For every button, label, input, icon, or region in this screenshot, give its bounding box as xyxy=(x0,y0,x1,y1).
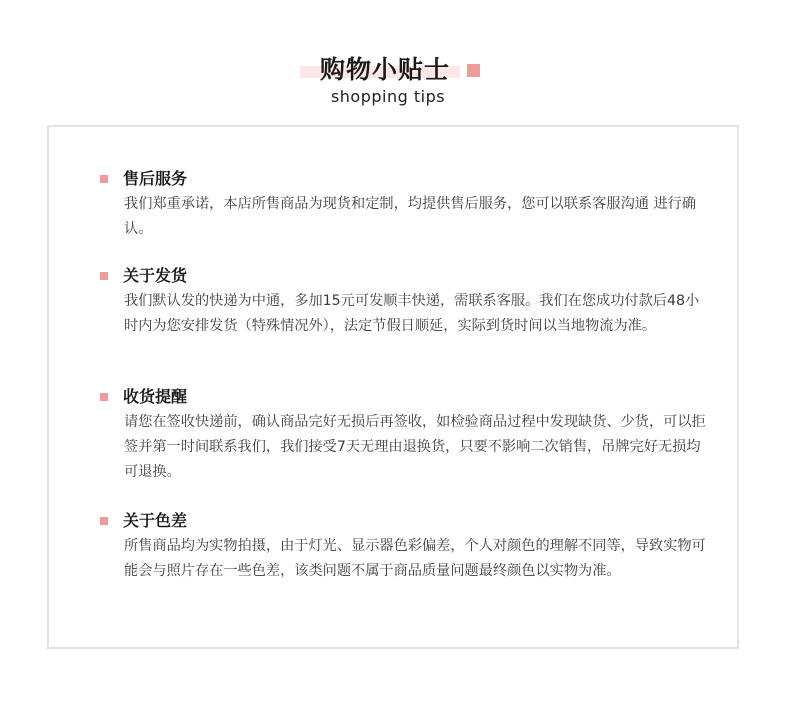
section-marker-icon xyxy=(100,393,108,401)
section-title: 关于发货 xyxy=(123,266,188,285)
section-title: 收货提醒 xyxy=(123,387,188,406)
page-subtitle: shopping tips xyxy=(330,87,446,106)
section-title: 售后服务 xyxy=(123,169,188,188)
page-header xyxy=(0,0,790,120)
section-body: 我们郑重承诺，本店所售商品为现货和定制，均提供售后服务，您可以联系客服沟通 进行确认。 xyxy=(124,196,697,237)
section-marker-icon xyxy=(100,175,108,183)
section-body: 所售商品均为实物拍摄，由于灯光、显示器色彩偏差，个人对颜色的理解不同等，导致实物可能会与照片存在一些色差，该类问题不属于商品质量问题最终颜色以实物为准。 xyxy=(124,538,706,579)
section-marker-icon xyxy=(100,272,108,280)
section-marker-icon xyxy=(100,517,108,525)
section-body: 我们默认发的快递为中通，多加15元可发顺丰快递，需联系客服。我们在您成功付款后48小时内为您安排发货（特殊情况外），法定节假日顺延，实际到货时间以当地物流为准。 xyxy=(124,293,700,334)
tips-card xyxy=(47,125,739,649)
page-title: 购物小贴士 xyxy=(319,55,450,84)
section-title: 关于色差 xyxy=(123,511,188,530)
section-body: 请您在签收快递前，确认商品完好无损后再签收，如检验商品过程中发现缺货、少货，可以拒签并第一时间联系我们，我们接受7天无理由退换货，只要不影响二次销售，吊牌完好无损均可退换。 xyxy=(124,414,706,480)
